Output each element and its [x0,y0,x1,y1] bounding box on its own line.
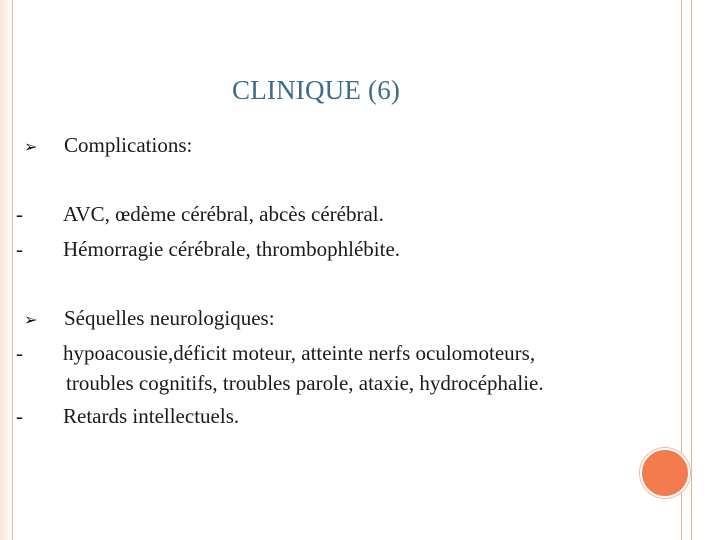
list-item: hypoacousie,déficit moteur, atteinte nerfs oculomoteurs, [63,341,536,365]
list-item: AVC, œdème cérébral, abcès cérébral. [63,202,384,226]
frame-line-outer [691,0,692,540]
arrowhead-bullet-icon: ➢ [24,137,38,156]
dash-marker: - [16,404,23,428]
slide-title: CLINIQUE (6) [232,75,401,105]
dash-marker: - [16,237,23,261]
decorative-circle [640,448,690,498]
list-item-continuation: troubles cognitifs, troubles parole, ataxie, hydrocéphalie. [66,371,544,395]
left-decorative-border [0,0,13,540]
list-item: Retards intellectuels. [63,404,240,428]
list-item: Hémorragie cérébrale, thrombophlébite. [63,237,401,261]
bullet-sequelles: Séquelles neurologiques: [64,306,275,330]
dash-marker: - [16,202,23,226]
arrowhead-bullet-icon: ➢ [24,310,38,329]
dash-marker: - [16,341,23,365]
bullet-complications: Complications: [64,133,193,157]
